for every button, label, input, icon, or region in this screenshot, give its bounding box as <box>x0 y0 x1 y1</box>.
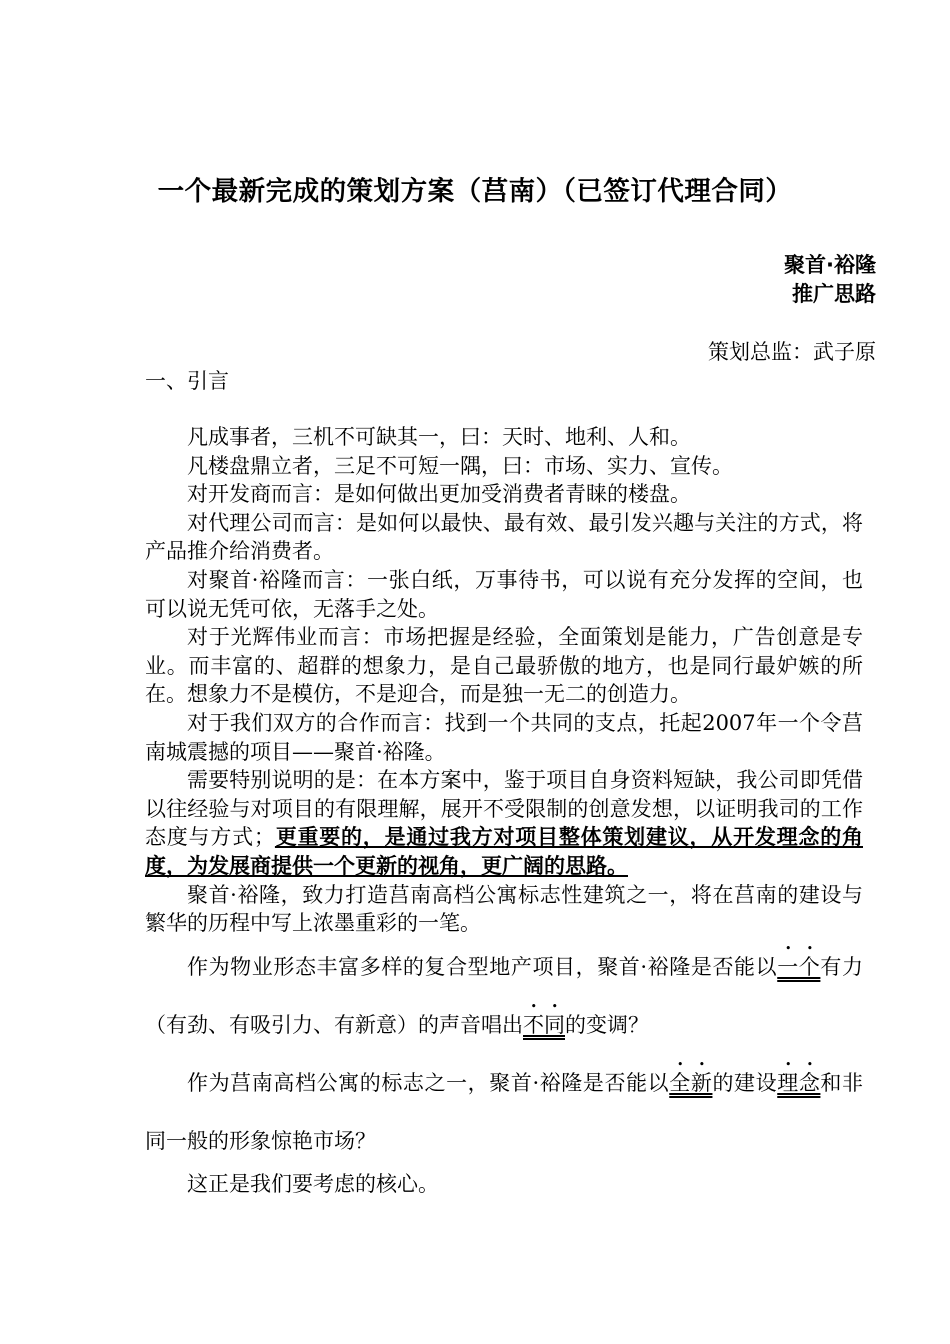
project-name: 聚首·裕隆 <box>784 253 876 277</box>
emphasis-mark: 不同 <box>523 1012 565 1037</box>
question-text: 和非同一般的形象惊艳市场？ <box>145 1070 864 1153</box>
director-credit: 策划总监：武子原 <box>708 340 876 364</box>
emphasis-mark: 全新 <box>669 1070 713 1095</box>
paragraph-conclusion: 这正是我们要考虑的核心。 <box>187 1171 439 1196</box>
paragraph-note <box>145 766 863 880</box>
body-text <box>145 423 863 1198</box>
paragraph: 对于我们双方的合作而言：找到一个共同的支点，托起2007年一个令莒南城震撼的项目——聚首·裕隆。 <box>145 710 863 764</box>
question-text: 的变调？ <box>565 1012 649 1037</box>
question-text: 作为物业形态丰富多样的复合型地产项目，聚首·裕隆是否能以 <box>187 954 778 979</box>
question-text: 有力（有劲、有吸引力、有新意）的声音唱出 <box>145 954 863 1037</box>
paragraph: 聚首·裕隆，致力打造莒南高档公寓标志性建筑之一，将在莒南的建设与繁华的历程中写上浓墨重彩的一笔。 <box>145 882 863 936</box>
paragraph: 凡楼盘鼎立者，三足不可短一隅，曰：市场、实力、宣传。 <box>187 453 733 478</box>
section-heading: 一、引言 <box>145 369 229 393</box>
question-text: 作为莒南高档公寓的标志之一，聚首·裕隆是否能以 <box>187 1070 670 1095</box>
paragraph: 凡成事者，三机不可缺其一，曰：天时、地利、人和。 <box>187 425 691 449</box>
note-emphasis: 更重要的，是通过我方对项目整体策划建议，从开发理念的角度，为发展商提供一个更新的视角，更广阔的思路。 <box>145 825 863 878</box>
note-text: 需要特别说明的是：在本方案中，鉴于项目自身资料短缺，我公司即凭借以往经验与对项目的有限理解，展开不受限制的创意发想，以证明我司的工作态度与方式； <box>145 768 863 850</box>
paragraph: 对聚首·裕隆而言：一张白纸，万事待书，可以说有充分发挥的空间，也可以说无凭可依，无落手之处。 <box>145 567 863 621</box>
document-subtitle: 推广思路 <box>792 282 876 306</box>
paragraph-question-1 <box>145 938 863 1054</box>
document-title: 一个最新完成的策划方案（莒南）（已签订代理合同） <box>157 176 793 207</box>
paragraph-question-2 <box>145 1054 863 1170</box>
emphasis-mark: 一个 <box>777 954 821 979</box>
paragraph: 对于光辉伟业而言：市场把握是经验，全面策划是能力，广告创意是专业。而丰富的、超群的想象力，是自己最骄傲的地方，也是同行最妒嫉的所在。想象力不是模仿，不是迎合，而是独一无二的创造力。 <box>145 625 863 707</box>
paragraph: 对开发商而言：是如何做出更加受消费者青睐的楼盘。 <box>187 482 691 507</box>
question-text: 的建设 <box>712 1070 778 1095</box>
paragraph: 对代理公司而言：是如何以最快、最有效、最引发兴趣与关注的方式，将产品推介给消费者。 <box>145 510 863 564</box>
emphasis-mark: 理念 <box>777 1070 821 1095</box>
